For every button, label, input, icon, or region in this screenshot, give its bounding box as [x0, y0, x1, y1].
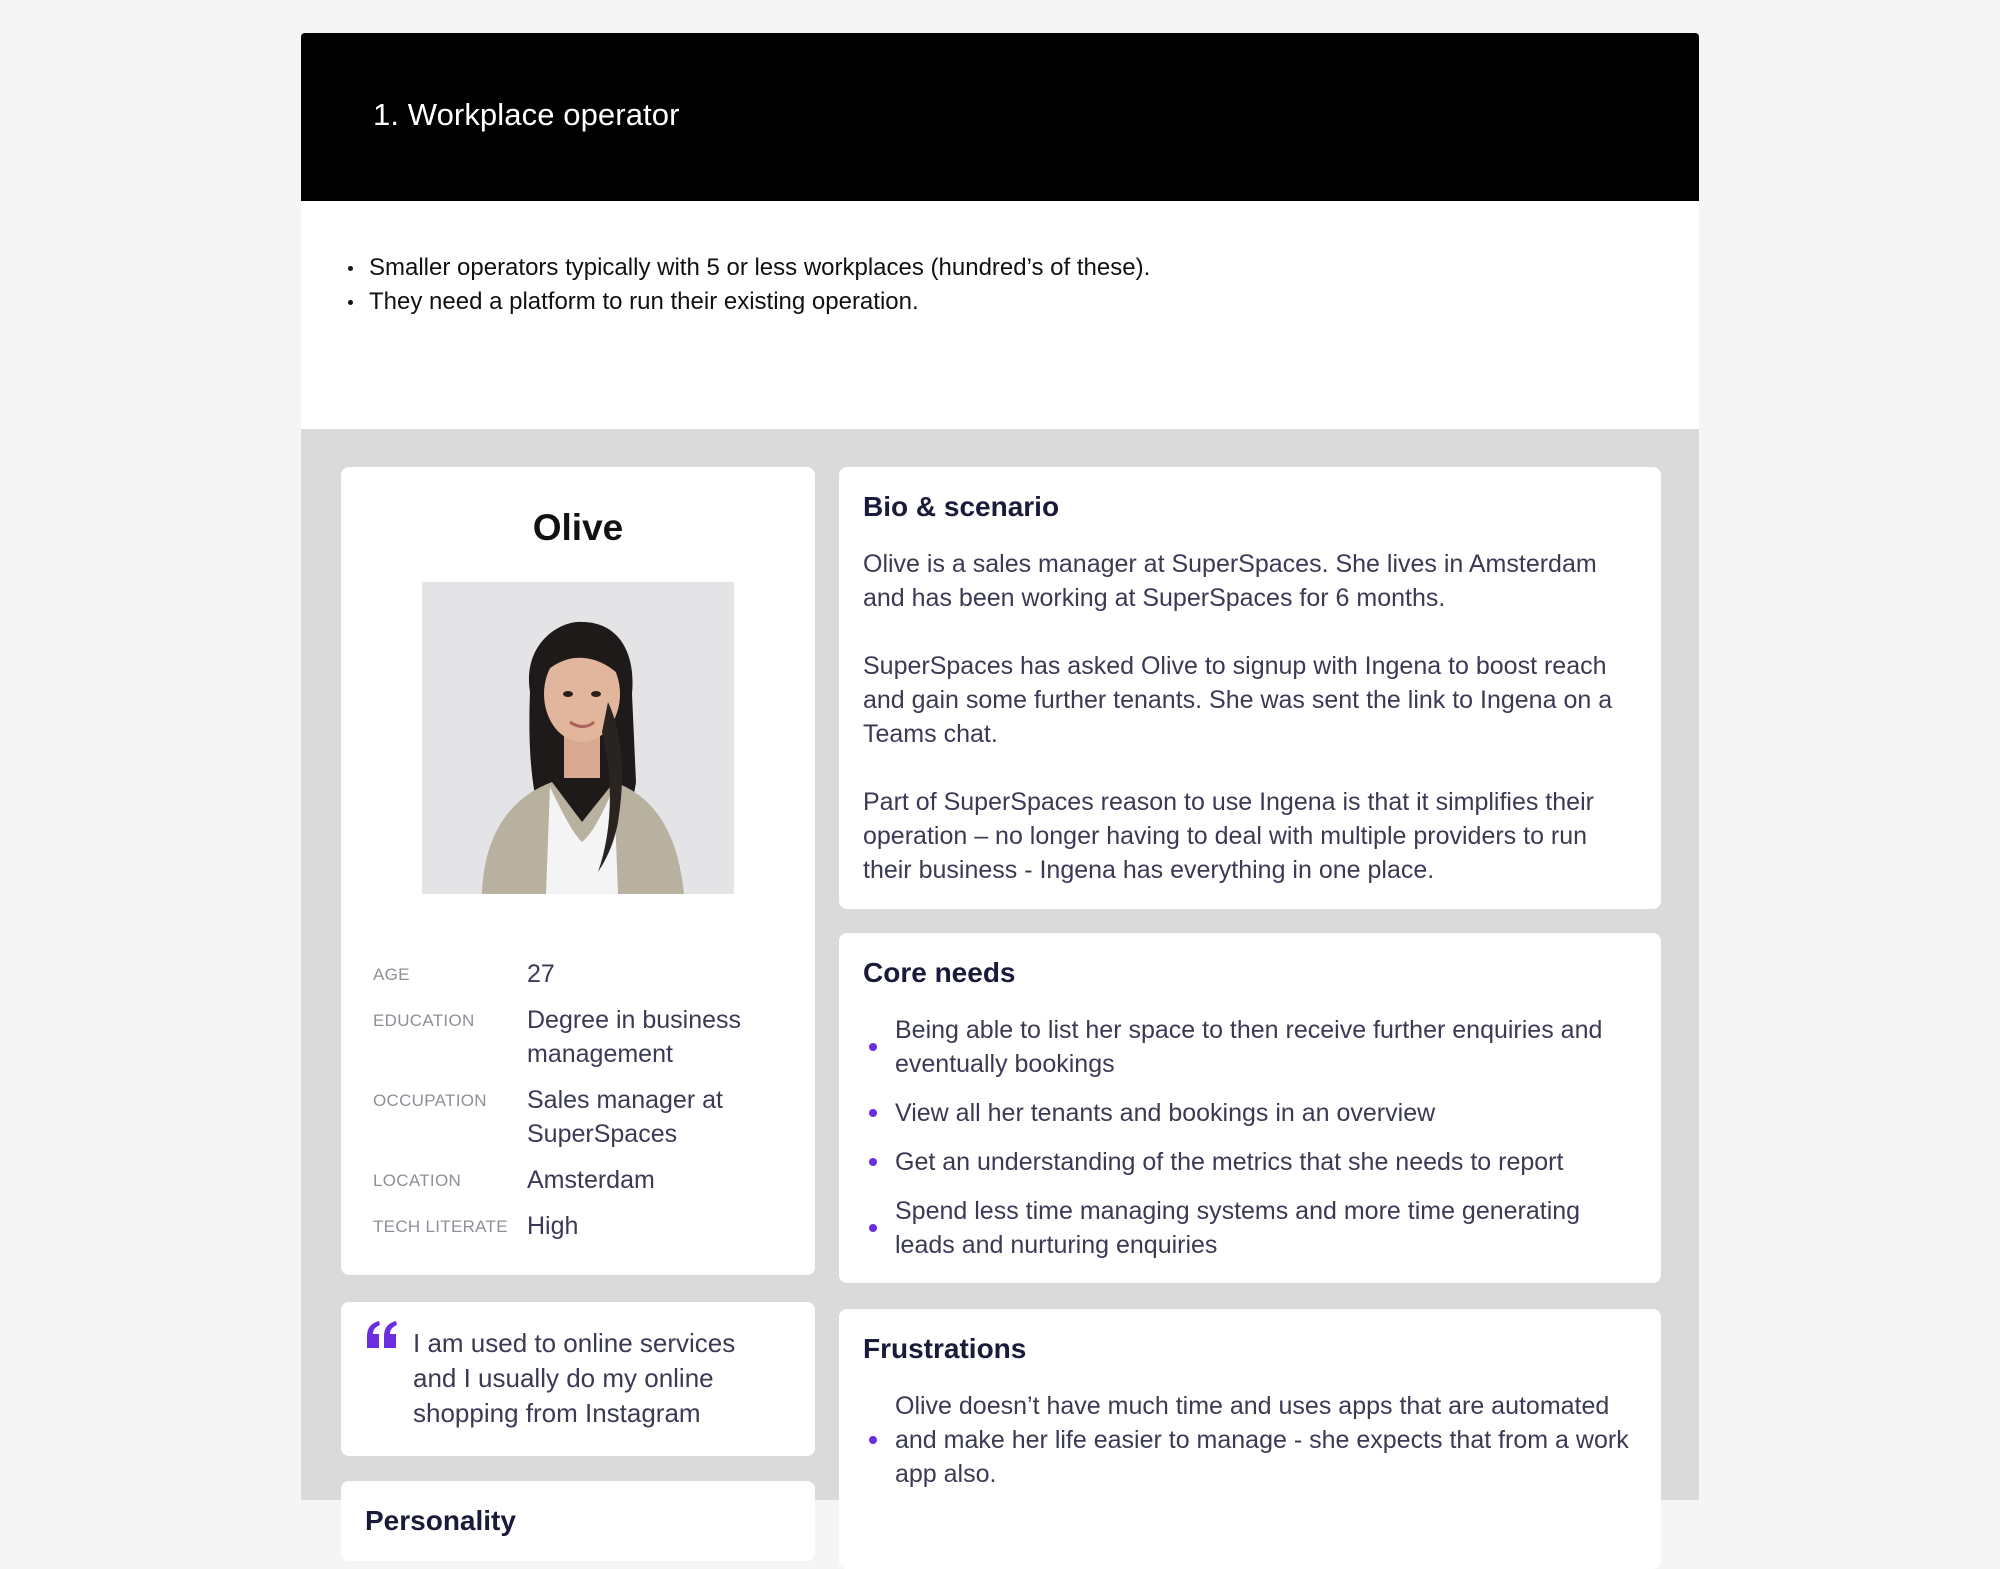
header-band	[301, 33, 1699, 201]
intro-bullet: They need a platform to run their existing operation.	[341, 285, 1150, 319]
fact-row-location	[373, 1163, 793, 1197]
persona-sheet	[301, 33, 1699, 1536]
fact-value: Sales manager at SuperSpaces	[527, 1086, 723, 1148]
avatar-portrait-icon	[422, 582, 734, 894]
fact-value: 27	[527, 960, 555, 988]
core-need-item: View all her tenants and bookings in an overview	[863, 1096, 1643, 1130]
intro-section	[301, 201, 1699, 429]
profile-card	[341, 467, 815, 1275]
frustration-item: Olive doesn’t have much time and uses apps that are automated and make her life easier to manage - she expects that from a work app also.	[863, 1389, 1643, 1491]
fact-value: High	[527, 1212, 579, 1240]
frustrations-list	[863, 1389, 1643, 1506]
fact-label: AGE	[373, 965, 410, 984]
fact-row-age	[373, 957, 793, 991]
fact-label: TECH LITERATE	[373, 1217, 508, 1236]
personality-card	[341, 1481, 815, 1561]
core-needs-title: Core needs	[863, 957, 1016, 988]
bio-paragraph: SuperSpaces has asked Olive to signup with Ingena to boost reach and gain some further tenants. She was sent the link to Ingena on a Teams chat.	[863, 652, 1613, 748]
quote-text: I am used to online services and I usually do my online shopping from Instagram	[413, 1328, 736, 1428]
bio-paragraph: Part of SuperSpaces reason to use Ingena is that it simplifies their operation – no longer having to deal with multiple providers to run their business - Ingena has everything in one place.	[863, 788, 1594, 884]
fact-label: EDUCATION	[373, 1011, 475, 1030]
fact-label: OCCUPATION	[373, 1091, 487, 1110]
intro-bullet: Smaller operators typically with 5 or less workplaces (hundred’s of these).	[341, 251, 1150, 285]
fact-value: Degree in business management	[527, 1006, 742, 1068]
quote-card	[341, 1302, 815, 1456]
core-needs-card	[839, 933, 1661, 1283]
intro-list	[341, 251, 1150, 319]
bio-title: Bio & scenario	[863, 491, 1060, 522]
fact-row-occupation	[373, 1083, 793, 1151]
fact-row-tech-literate	[373, 1209, 793, 1243]
core-need-item: Spend less time managing systems and more time generating leads and nurturing enquiries	[863, 1194, 1643, 1262]
bio-paragraph: Olive is a sales manager at SuperSpaces. She lives in Amsterdam and has been working at SuperSpaces for 6 months.	[863, 550, 1597, 612]
core-need-item: Being able to list her space to then receive further enquiries and eventually bookings	[863, 1013, 1643, 1081]
quote-mark-icon	[365, 1320, 399, 1350]
fact-label: LOCATION	[373, 1171, 462, 1190]
bio-text	[863, 547, 1623, 921]
core-need-item: Get an understanding of the metrics that she needs to report	[863, 1145, 1643, 1179]
personality-title: Personality	[365, 1505, 516, 1536]
persona-name: Olive	[532, 507, 624, 548]
core-needs-list	[863, 1013, 1643, 1277]
bio-card	[839, 467, 1661, 909]
page-title: 1. Workplace operator	[373, 97, 680, 132]
fact-value: Amsterdam	[527, 1166, 655, 1194]
avatar	[422, 582, 734, 894]
profile-facts	[373, 957, 793, 1255]
fact-row-education	[373, 1003, 793, 1071]
frustrations-title: Frustrations	[863, 1333, 1027, 1364]
frustrations-card	[839, 1309, 1661, 1569]
